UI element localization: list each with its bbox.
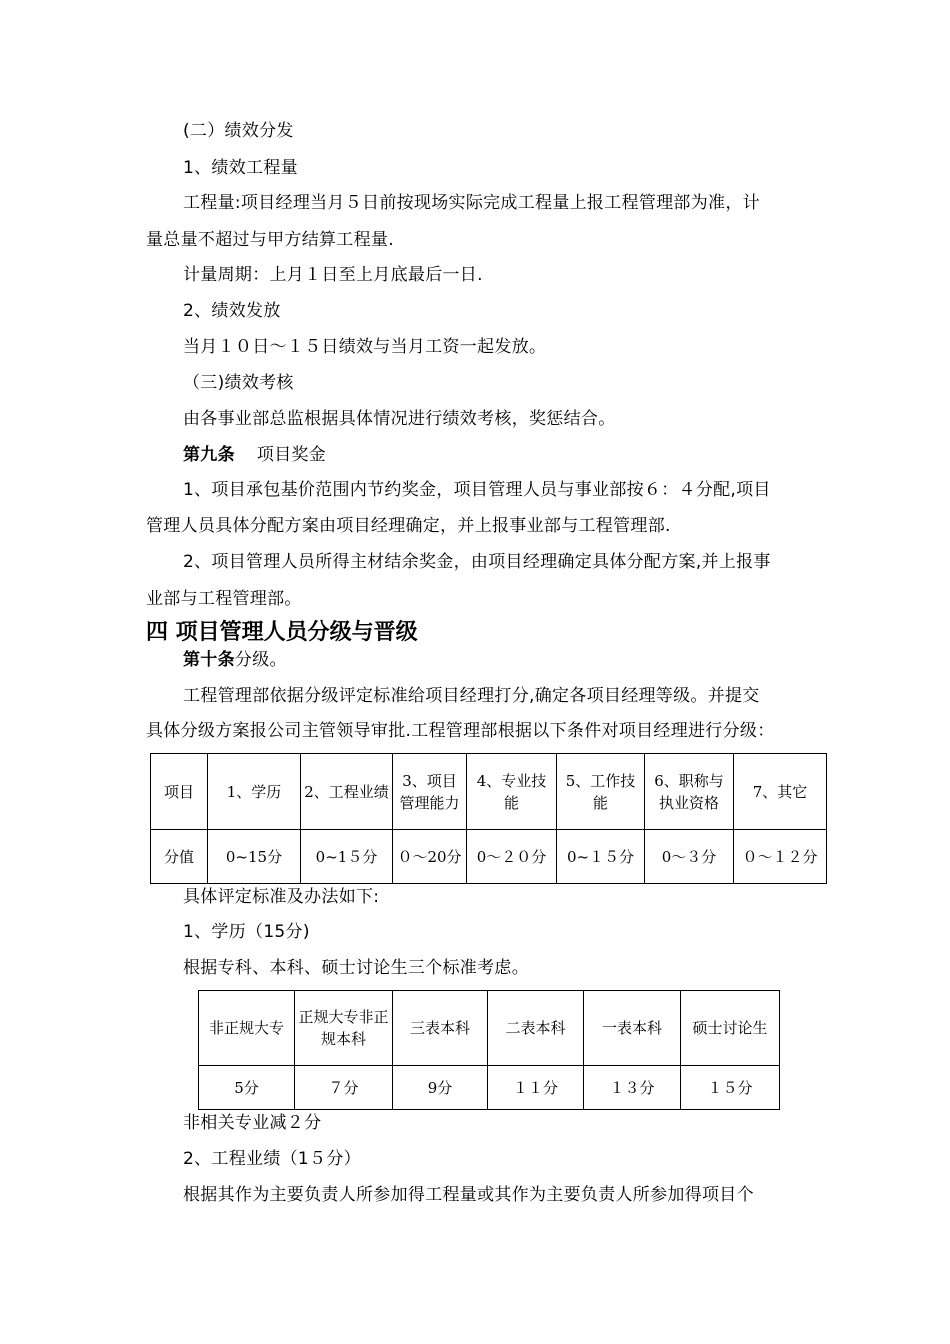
grading-score-cell: 0~1５分	[301, 830, 393, 884]
education-header-cell: 硕士讨论生	[681, 991, 780, 1066]
item-performance-payout: 2、绩效发放	[183, 301, 281, 321]
grading-header-cell: 7、其它	[734, 754, 827, 830]
education-table-score-row	[199, 1066, 780, 1110]
education-header-cell: 三表本科	[393, 991, 488, 1066]
education-score-cell: 5分	[199, 1066, 295, 1110]
grading-table-score-row	[151, 830, 827, 884]
paragraph-bonus-1-line2: 管理人员具体分配方案由项目经理确定，并上报事业部与工程管理部.	[146, 516, 671, 536]
paragraph-payout-date: 当月１０日～１５日绩效与当月工资一起发放。	[183, 337, 547, 357]
grading-score-cell: 0~15分	[208, 830, 301, 884]
grading-table-header-row	[151, 754, 827, 830]
article-9-heading	[183, 444, 326, 466]
education-score-table	[198, 990, 780, 1110]
article-10-heading	[183, 649, 287, 671]
item-performance-quantity: 1、绩效工程量	[183, 158, 298, 178]
grading-score-cell: 分值	[151, 830, 208, 884]
grading-header-cell: 项目	[151, 754, 208, 830]
paragraph-project-performance-basis: 根据其作为主要负责人所参加得工程量或其作为主要负责人所参加得项目个	[183, 1185, 754, 1205]
paragraph-bonus-1-line1: 1、项目承包基价范围内节约奖金，项目管理人员与事业部按６：４分配,项目	[183, 480, 771, 500]
education-score-cell: １１分	[488, 1066, 584, 1110]
education-score-cell: １３分	[584, 1066, 681, 1110]
article-10-label: 第十条	[183, 650, 235, 670]
paragraph-measure-period: 计量周期：上月１日至上月底最后一日.	[183, 265, 483, 285]
education-table-header-row	[199, 991, 780, 1066]
grading-criteria-table	[150, 753, 827, 884]
education-header-cell: 非正规大专	[199, 991, 295, 1066]
subsection-heading-performance-distribution: (二）绩效分发	[183, 121, 294, 141]
article-9-label: 第九条	[183, 445, 235, 465]
paragraph-review: 由各事业部总监根据具体情况进行绩效考核，奖惩结合。	[183, 409, 616, 429]
education-score-cell: １５分	[681, 1066, 780, 1110]
education-header-cell: 一表本科	[584, 991, 681, 1066]
grading-score-cell: ０～20分	[393, 830, 467, 884]
grading-header-cell: 1、学历	[208, 754, 301, 830]
grading-score-cell: ０～１２分	[734, 830, 827, 884]
paragraph-bonus-2-line2: 业部与工程管理部。	[146, 589, 302, 609]
education-score-cell: ７分	[295, 1066, 393, 1110]
education-header-cell: 二表本科	[488, 991, 584, 1066]
article-10-title: 分级。	[234, 650, 287, 670]
item-project-performance: 2、工程业绩（1５分）	[183, 1149, 361, 1169]
subsection-heading-performance-review: （三)绩效考核	[183, 373, 294, 393]
paragraph-grading-line1: 工程管理部依据分级评定标准给项目经理打分,确定各项目经理等级。并提交	[183, 686, 760, 706]
education-score-cell: 9分	[393, 1066, 488, 1110]
paragraph-bonus-2-line1: 2、项目管理人员所得主材结余奖金，由项目经理确定具体分配方案,并上报事	[183, 552, 771, 572]
grading-score-cell: 0~１５分	[557, 830, 645, 884]
section-4-heading: 四 项目管理人员分级与晋级	[146, 620, 418, 645]
paragraph-grading-line2: 具体分级方案报公司主管领导审批.工程管理部根据以下条件对项目经理进行分级：	[146, 721, 775, 741]
grading-score-cell: 0～３分	[645, 830, 734, 884]
item-education: 1、学历（15分)	[183, 922, 310, 942]
paragraph-quantity-line1: 工程量:项目经理当月５日前按现场实际完成工程量上报工程管理部为准，计	[183, 193, 760, 213]
grading-header-cell: 3、项目管理能力	[393, 754, 467, 830]
article-9-title: 项目奖金	[256, 445, 327, 465]
grading-header-cell: 5、工作技能	[557, 754, 645, 830]
grading-header-cell: 6、职称与执业资格	[645, 754, 734, 830]
grading-score-cell: 0～２０分	[467, 830, 557, 884]
paragraph-education-basis: 根据专科、本科、硕士讨论生三个标准考虑。	[183, 958, 529, 978]
grading-header-cell: 4、专业技能	[467, 754, 557, 830]
paragraph-quantity-line2: 量总量不超过与甲方结算工程量.	[146, 230, 394, 250]
paragraph-criteria-intro: 具体评定标准及办法如下:	[183, 887, 380, 907]
paragraph-non-related-deduction: 非相关专业减２分	[183, 1113, 322, 1133]
grading-header-cell: 2、工程业绩	[301, 754, 393, 830]
education-header-cell: 正规大专非正规本科	[295, 991, 393, 1066]
